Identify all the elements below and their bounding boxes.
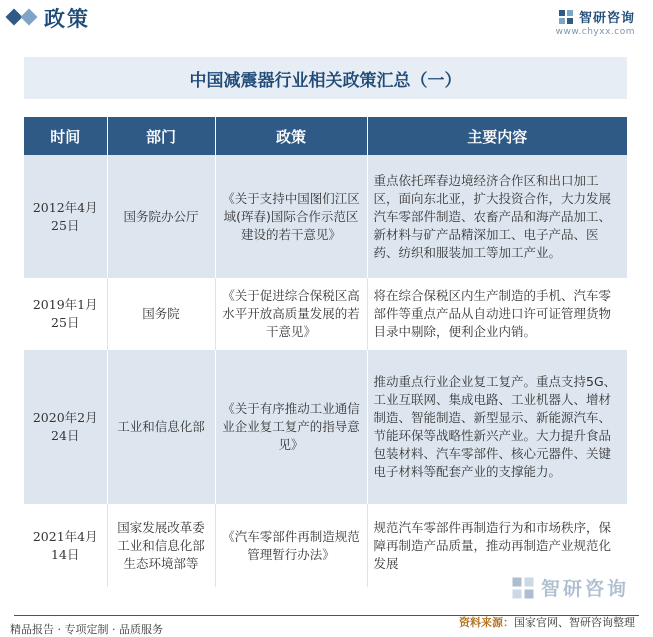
table-title: 中国减震器行业相关政策汇总（一）: [189, 70, 462, 91]
logo-text: 智研咨询: [578, 11, 635, 26]
cell-date: 2021年4月14日: [24, 504, 107, 587]
table-row: [24, 350, 627, 504]
column-header-content: 主要内容: [367, 117, 627, 155]
table-header-row: [24, 117, 627, 155]
source-text: 国家官网、智研咨询整理: [514, 616, 635, 629]
cell-content: 重点依托珲春边境经济合作区和出口加工区，面向东北亚，扩大投资合作，大力发展汽车零部件制造、农畜产品和海产品加工、新材料与矿产品精深加工、电子产品、医药、纺织和服装加工等加工产业。: [367, 155, 627, 278]
cell-content: 规范汽车零部件再制造行为和市场秩序，保障再制造产品质量，推动再制造产业规范化发展: [367, 504, 627, 587]
cell-dept: 国务院: [107, 278, 215, 350]
cell-content: 推动重点行业企业复工复产。重点支持5G、工业互联网、集成电路、工业机器人、增材制造、智能制造、新型显示、新能源汽车、节能环保等战略性新兴产业。大力提升食品包装材料、汽车零部件、核心元器件、关键电子材料等配套产业的支撑能力。: [367, 350, 627, 504]
cell-policy: 《汽车零部件再制造规范管理暂行办法》: [215, 504, 367, 587]
policy-table: [24, 117, 627, 587]
logo-icon: [558, 9, 574, 25]
watermark-text: 智研咨询: [540, 578, 629, 600]
cell-dept: 国家发展改革委 工业和信息化部 生态环境部等: [107, 504, 215, 587]
cell-policy: 《关于有序推动工业通信业企业复工复产的指导意见》: [215, 350, 367, 504]
cell-date: 2019年1月25日: [24, 278, 107, 350]
logo-url: www.chyxx.com: [555, 27, 635, 37]
cell-date: 2020年2月24日: [24, 350, 107, 504]
column-header-dept: 部门: [107, 117, 215, 155]
column-header-policy: 政策: [215, 117, 367, 155]
footer: [0, 614, 653, 637]
table-title-bar: [24, 57, 627, 99]
header-bar: [0, 0, 653, 40]
cell-policy: 《关于促进综合保税区高水平开放高质量发展的若干意见》: [215, 278, 367, 350]
cell-content: 将在综合保税区内生产制造的手机、汽车零部件等重点产品从自动进口许可证管理货物目录中剔除，便利企业内销。: [367, 278, 627, 350]
table-row: [24, 278, 627, 350]
cell-date: 2012年4月25日: [24, 155, 107, 278]
diamond-icon: [21, 9, 38, 26]
page-title: 政策: [44, 7, 90, 31]
brand-logo: [558, 7, 635, 26]
cell-dept: 国务院办公厅: [107, 155, 215, 278]
source-label: 资料来源：: [459, 616, 514, 629]
footer-source: [459, 614, 635, 630]
column-header-time: 时间: [24, 117, 107, 155]
table-row: [24, 155, 627, 278]
cell-policy: 《关于支持中国图们江区域(珲春)国际合作示范区建设的若干意见》: [215, 155, 367, 278]
logo-icon: [511, 576, 535, 600]
cell-dept: 工业和信息化部: [107, 350, 215, 504]
watermark-logo: [511, 574, 629, 601]
footer-slogan: 精品报告 · 专项定制 · 品质服务: [10, 623, 163, 636]
